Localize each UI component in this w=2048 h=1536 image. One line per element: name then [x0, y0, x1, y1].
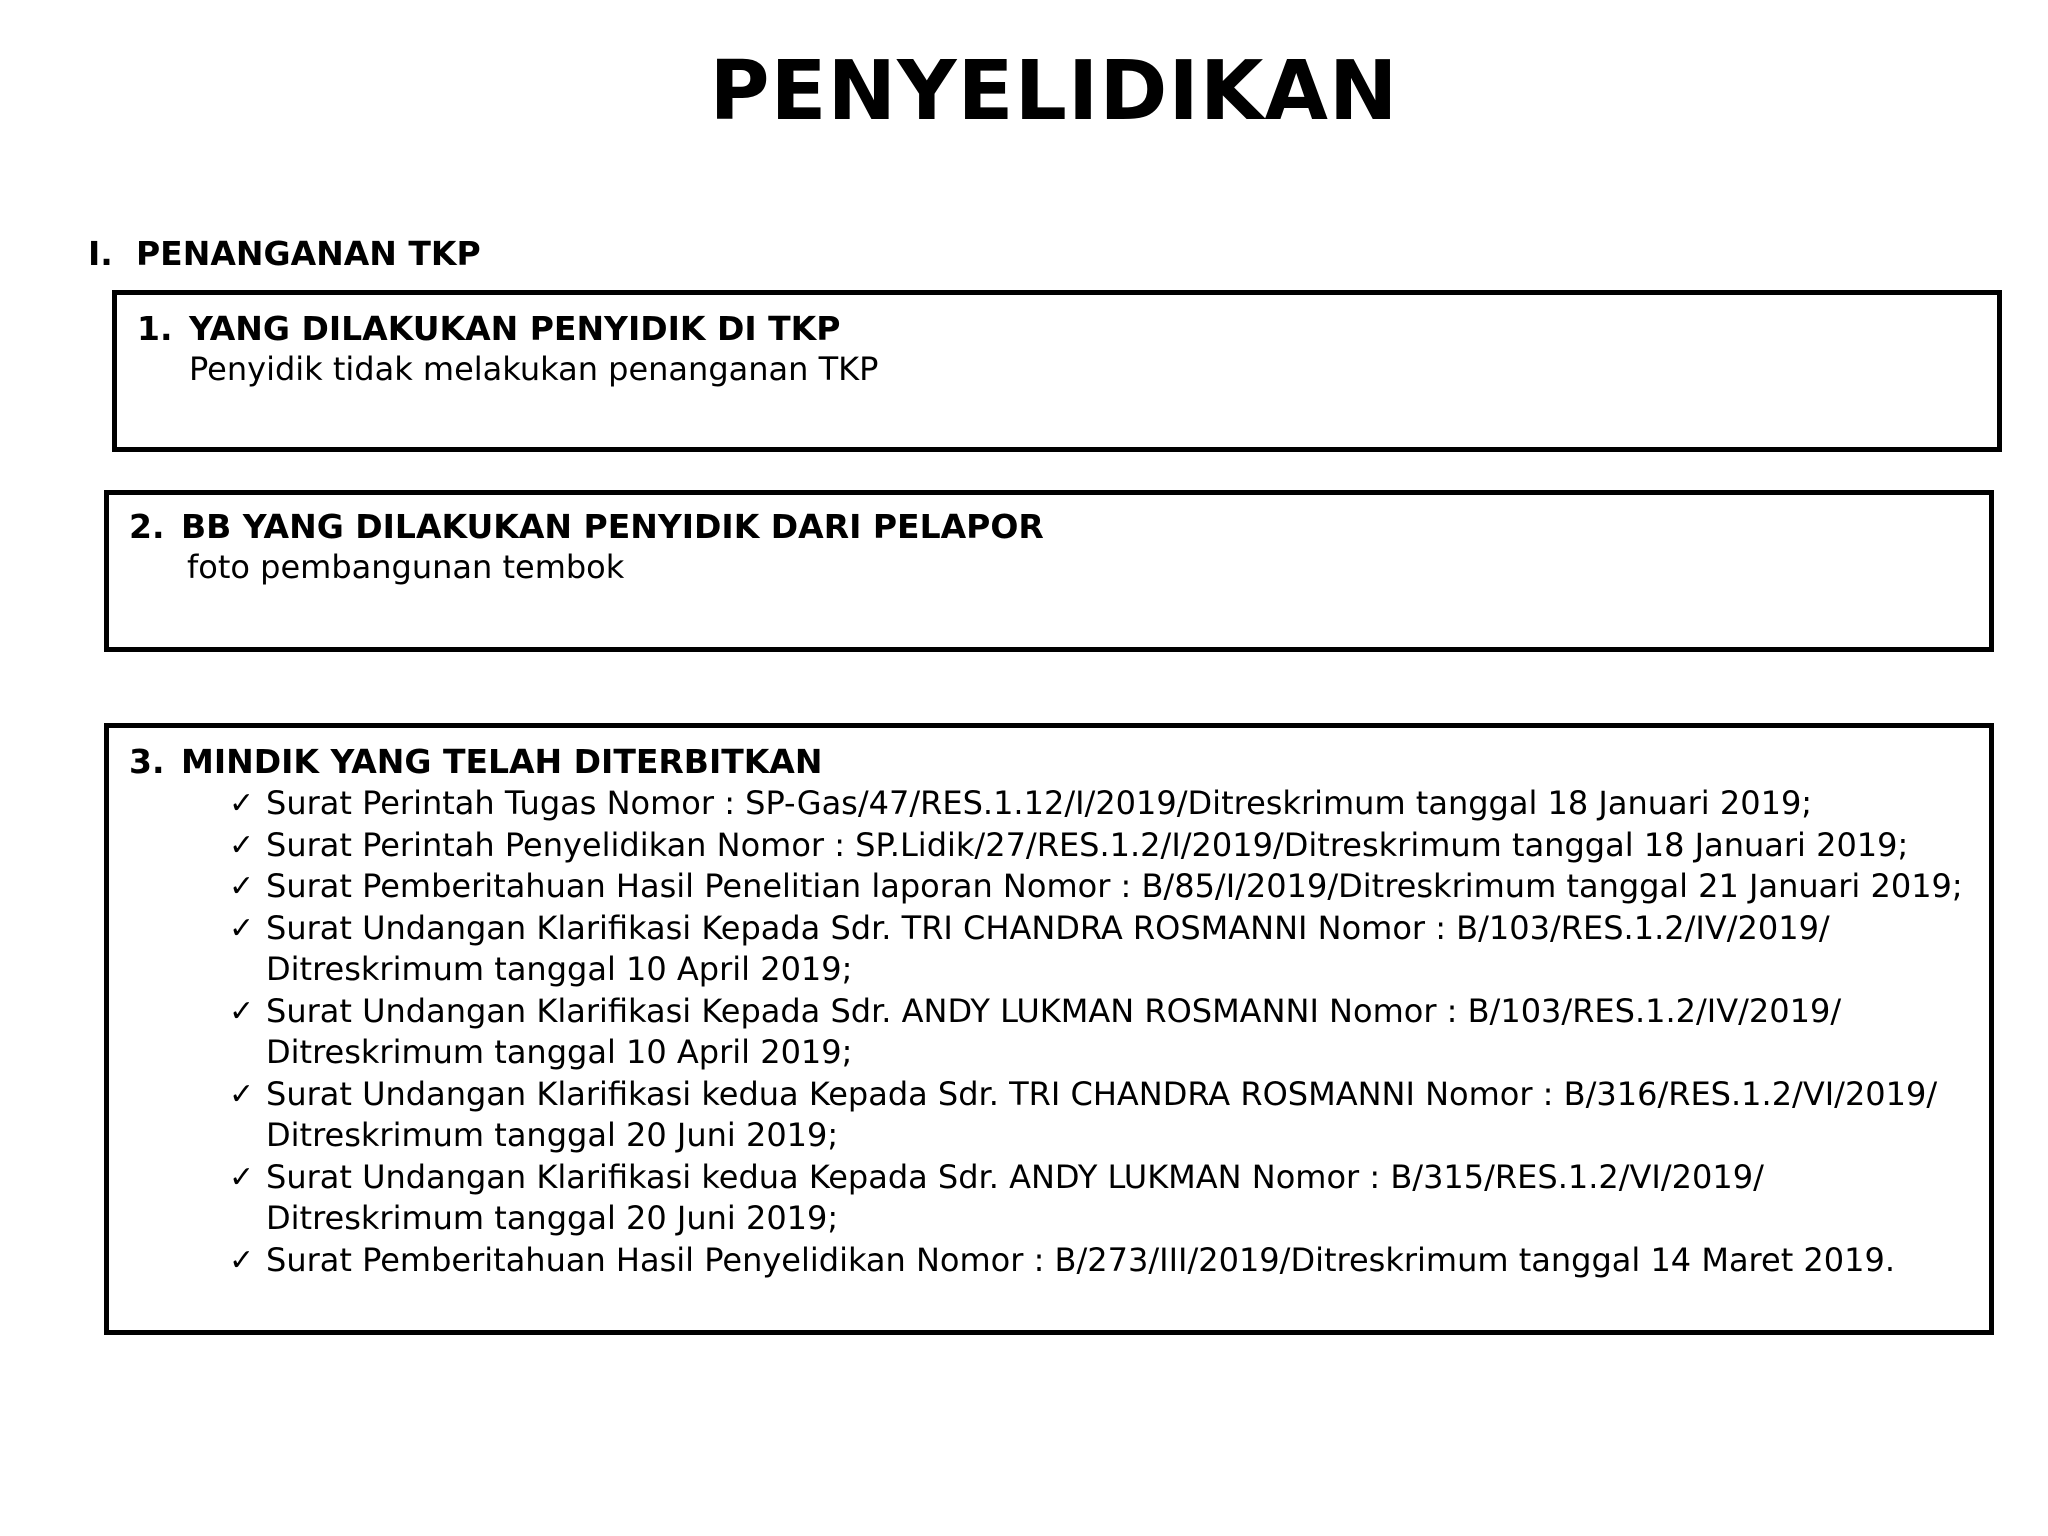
list-item — [229, 908, 1969, 991]
list-item-text: Surat Perintah Tugas Nomor : SP-Gas/47/RES.1.12/I/2019/Ditreskrimum tanggal 18 Januari 2019; — [266, 784, 1813, 822]
box-text: foto pembangunan tembok — [187, 548, 625, 586]
box-title: BB YANG DILAKUKAN PENYIDIK DARI PELAPOR — [181, 507, 1044, 546]
section-number: I. — [88, 234, 113, 273]
list-item-text: Surat Undangan Klarifikasi Kepada Sdr. TRI CHANDRA ROSMANNI Nomor : B/103/RES.1.2/IV/2019/ Ditreskrimum tanggal 10 April 2019; — [266, 908, 1830, 988]
box-title: MINDIK YANG TELAH DITERBITKAN — [181, 742, 823, 781]
list-item-text: Surat Undangan Klarifikasi Kepada Sdr. ANDY LUKMAN ROSMANNI Nomor : B/103/RES.1.2/IV/2019/ Ditreskrimum tanggal 10 April 2019; — [266, 991, 1842, 1071]
box-heading — [137, 309, 840, 349]
box-text: Penyidik tidak melakukan penanganan TKP — [189, 350, 879, 388]
box-number: 2. — [129, 507, 165, 546]
list-item-text: Surat Undangan Klarifikasi kedua Kepada Sdr. ANDY LUKMAN Nomor : B/315/RES.1.2/VI/2019/ Ditreskrimum tanggal 20 Juni 2019; — [266, 1157, 1764, 1237]
list-item — [229, 1074, 1969, 1157]
checkmark-icon: ✓ — [229, 1076, 255, 1112]
checkmark-icon: ✓ — [229, 827, 255, 863]
list-item-text: Surat Undangan Klarifikasi kedua Kepada Sdr. TRI CHANDRA ROSMANNI Nomor : B/316/RES.1.2/VI/2019/ Ditreskrimum tanggal 20 Juni 2019; — [266, 1074, 1938, 1154]
box-title: YANG DILAKUKAN PENYIDIK DI TKP — [189, 309, 841, 348]
checkmark-icon: ✓ — [229, 786, 255, 821]
box-heading — [129, 507, 1044, 547]
checkmark-icon: ✓ — [229, 1242, 255, 1278]
list-item-text: Surat Pemberitahuan Hasil Penelitian laporan Nomor : B/85/I/2019/Ditreskrimum tanggal 21 Januari 2019; — [266, 867, 1963, 905]
list-item — [229, 1240, 1969, 1282]
list-item — [229, 783, 1969, 825]
list-item — [229, 866, 1969, 908]
page-title: PENYELIDIKAN — [709, 44, 1399, 139]
section-title: PENANGANAN TKP — [136, 234, 481, 273]
checkmark-icon: ✓ — [229, 1159, 255, 1195]
box-penyidik-tkp — [112, 290, 2002, 452]
section-heading — [88, 234, 481, 274]
list-item — [229, 825, 1969, 867]
checkmark-icon: ✓ — [229, 869, 255, 904]
document-list — [229, 783, 1969, 1281]
list-item — [229, 991, 1969, 1074]
checkmark-icon: ✓ — [229, 910, 255, 946]
list-item — [229, 1157, 1969, 1240]
checkmark-icon: ✓ — [229, 993, 255, 1029]
box-number: 3. — [129, 742, 165, 781]
list-item-text: Surat Pemberitahuan Hasil Penyelidikan Nomor : B/273/III/2019/Ditreskrimum tanggal 14 Maret 2019. — [266, 1240, 1896, 1279]
box-number: 1. — [137, 309, 173, 348]
list-item-text: Surat Perintah Penyelidikan Nomor : SP.Lidik/27/RES.1.2/I/2019/Ditreskrimum tanggal 18 Januari 2019; — [266, 825, 1909, 864]
box-heading — [129, 742, 822, 782]
box-barang-bukti — [104, 490, 1994, 652]
box-mindik — [104, 723, 1994, 1335]
